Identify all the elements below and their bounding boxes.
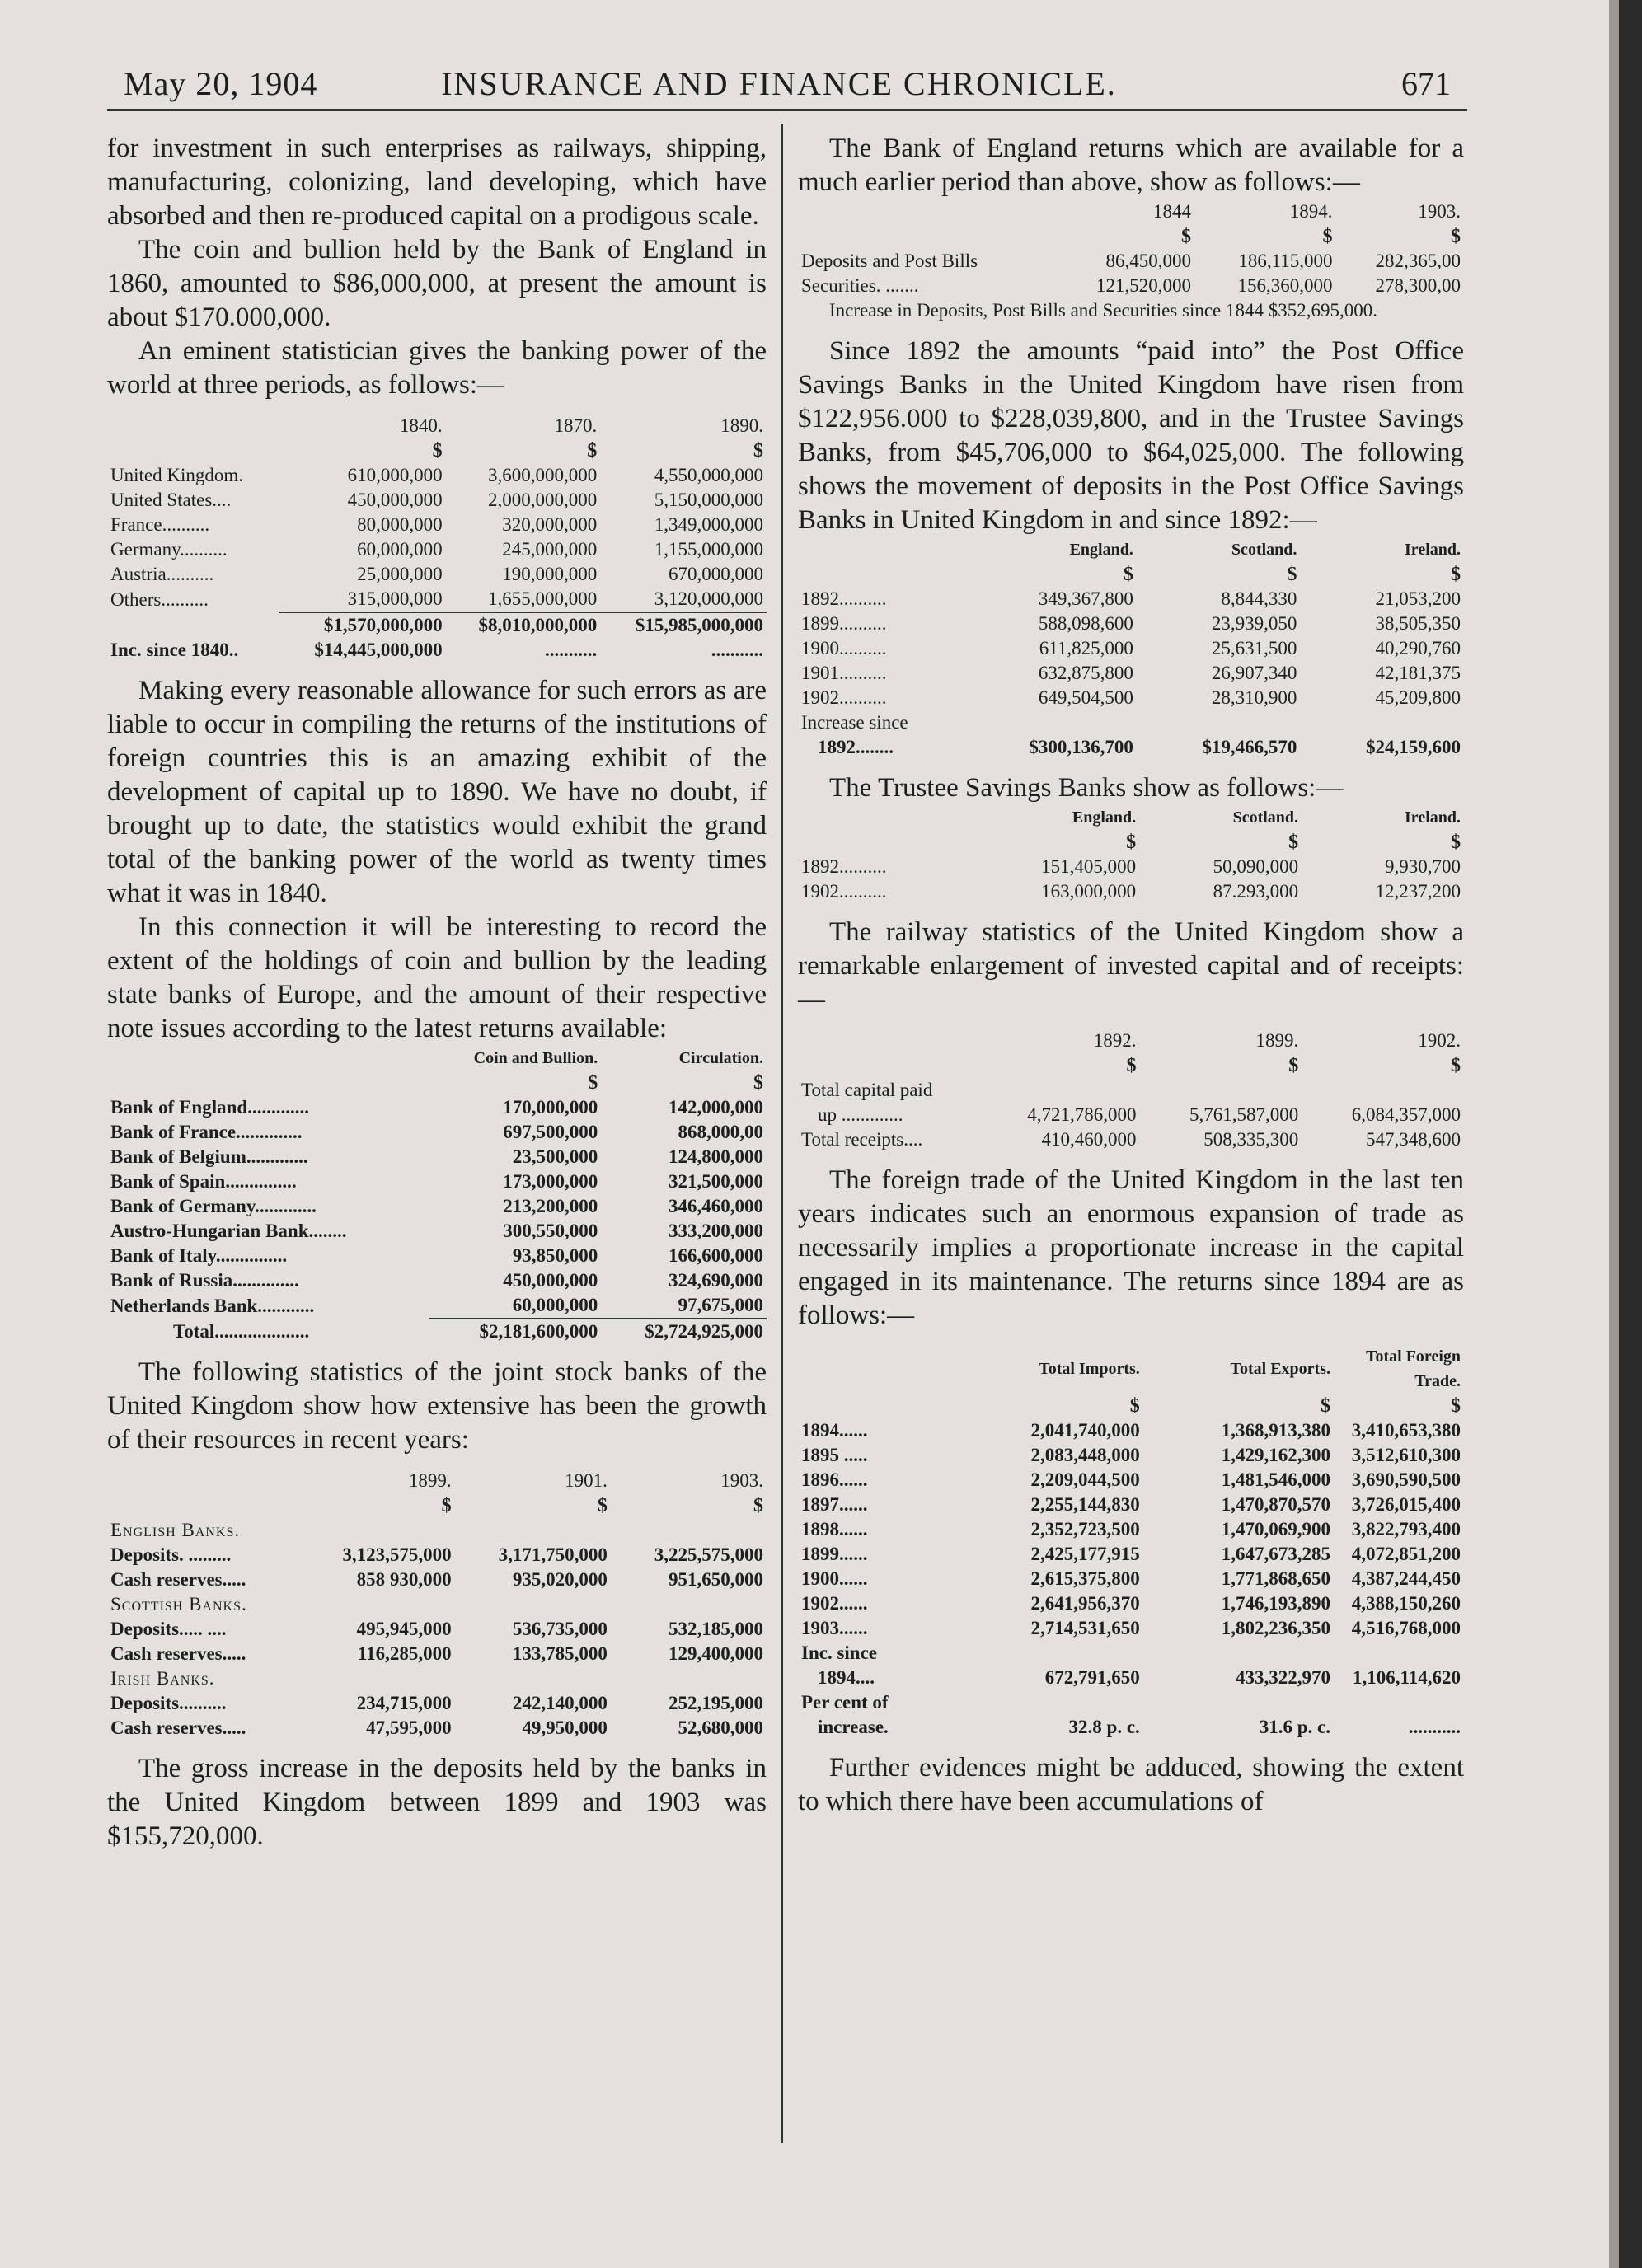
dollar-sign: $ bbox=[432, 440, 443, 462]
cell: 80,000,000 bbox=[357, 514, 443, 535]
cell: 532,185,000 bbox=[669, 1619, 763, 1639]
row-label: Cash reserves..... bbox=[110, 1569, 246, 1590]
paragraph: The railway statistics of the United Kingdom show a remarkable enlargement of invested capital and of receipts:— bbox=[798, 917, 1464, 1015]
row-label: 1894...... bbox=[801, 1420, 868, 1441]
cell: 649,504,500 bbox=[1038, 687, 1133, 708]
cell: 282,365,00 bbox=[1375, 251, 1461, 271]
row-label: up ............. bbox=[818, 1104, 903, 1125]
cell: 1,802,236,350 bbox=[1221, 1618, 1330, 1638]
cell: 4,072,851,200 bbox=[1351, 1544, 1461, 1564]
row-label: Deposits..... .... bbox=[110, 1619, 227, 1639]
cell: 32.8 p. c. bbox=[1068, 1717, 1140, 1737]
cell: 50,090,000 bbox=[1213, 856, 1299, 877]
cell: 8,844,330 bbox=[1221, 588, 1297, 609]
cell: 450,000,000 bbox=[503, 1270, 598, 1291]
row-label: 1902.......... bbox=[801, 687, 887, 708]
paragraph: The Bank of England returns which are available for a much earlier period than above, show as follows:— bbox=[798, 134, 1464, 197]
row-label: Total.................... bbox=[173, 1320, 310, 1342]
cell: 5,761,587,000 bbox=[1189, 1104, 1299, 1125]
dollar-sign: $ bbox=[1129, 1395, 1140, 1417]
cell: 242,140,000 bbox=[512, 1693, 608, 1713]
cell: ........... bbox=[711, 640, 763, 660]
cell: 38,505,350 bbox=[1375, 613, 1461, 634]
col-header: England. bbox=[1072, 808, 1137, 827]
row-label: Bank of Russia.............. bbox=[110, 1270, 299, 1291]
cell: 26,907,340 bbox=[1211, 663, 1297, 683]
cell: 2,714,531,650 bbox=[1030, 1618, 1140, 1638]
cell: 2,000,000,000 bbox=[487, 490, 598, 510]
cell: 49,950,000 bbox=[522, 1717, 608, 1738]
col-header: Total Imports. bbox=[1039, 1360, 1140, 1378]
dollar-sign: $ bbox=[753, 1495, 763, 1516]
row-label: 1895 ..... bbox=[801, 1445, 868, 1465]
cell: 320,000,000 bbox=[502, 514, 598, 535]
right-column bbox=[798, 132, 1464, 1819]
cell: 632,875,800 bbox=[1038, 663, 1133, 683]
cell: 45,209,800 bbox=[1375, 687, 1461, 708]
left-column bbox=[107, 132, 767, 1853]
row-label: Bank of France.............. bbox=[110, 1122, 303, 1142]
row-label: Bank of England............. bbox=[110, 1097, 309, 1118]
col-header: 1903. bbox=[720, 1470, 763, 1491]
row-label: Austro-Hungarian Bank........ bbox=[110, 1221, 347, 1241]
row-label: 1897...... bbox=[801, 1494, 868, 1515]
paragraph: The following statistics of the joint stock banks of the United Kingdom show how extensive has been the growth of their resources in recent years: bbox=[107, 1357, 767, 1455]
row-label: Germany.......... bbox=[110, 539, 228, 560]
cell: 508,335,300 bbox=[1203, 1129, 1299, 1150]
row-label: 1900...... bbox=[801, 1568, 868, 1589]
cell: 52,680,000 bbox=[678, 1717, 763, 1738]
col-header: England. bbox=[1069, 541, 1133, 559]
cell: 28,310,900 bbox=[1211, 687, 1297, 708]
cell: 1,771,868,650 bbox=[1221, 1568, 1330, 1589]
paragraph: The gross increase in the deposits held by the banks in the United Kingdom between 1899 and 1903 was $155,720,000. bbox=[107, 1754, 767, 1851]
dollar-sign: $ bbox=[1321, 1395, 1330, 1417]
cell: 245,000,000 bbox=[502, 539, 598, 560]
page-edge bbox=[1619, 0, 1642, 2268]
cell: 3,123,575,000 bbox=[342, 1544, 452, 1565]
cell: 60,000,000 bbox=[357, 539, 443, 560]
cell: 42,181,375 bbox=[1375, 663, 1461, 683]
cell: 252,195,000 bbox=[669, 1693, 763, 1713]
cell: 2,209,044,500 bbox=[1030, 1469, 1140, 1490]
cell: 234,715,000 bbox=[356, 1693, 452, 1713]
paragraph: The Trustee Savings Banks show as follows:— bbox=[829, 773, 1344, 803]
cell: 4,388,150,260 bbox=[1351, 1593, 1461, 1614]
row-label: Others.......... bbox=[110, 588, 209, 610]
section-title: Irish Banks. bbox=[110, 1668, 215, 1689]
cell: 170,000,000 bbox=[503, 1097, 598, 1118]
dollar-sign: $ bbox=[1126, 1055, 1137, 1076]
paragraph: In this connection it will be interesting to record the extent of the holdings of coin and bullion by the leading state banks of Europe, and the amount of their respective note issues according to the latest returns available: bbox=[107, 912, 767, 1043]
page-header bbox=[107, 64, 1451, 114]
paragraph: for investment in such enterprises as railways, shipping, manufacturing, colonizing, land developing, which have absorbed and then re-produced capital on a prodigous scale. bbox=[107, 134, 767, 231]
col-header: Scotland. bbox=[1232, 808, 1299, 827]
header-date: May 20, 1904 bbox=[124, 65, 318, 102]
cell: 173,000,000 bbox=[503, 1171, 598, 1192]
cell: 4,550,000,000 bbox=[654, 465, 763, 485]
dollar-sign: $ bbox=[1451, 1395, 1461, 1417]
col-header: 1894. bbox=[1289, 201, 1333, 222]
cell: 3,822,793,400 bbox=[1351, 1519, 1461, 1539]
dollar-sign: $ bbox=[753, 440, 763, 462]
col-header: 1902. bbox=[1418, 1030, 1461, 1051]
col-header: 1840. bbox=[399, 415, 443, 436]
section-title: English Banks. bbox=[110, 1520, 241, 1540]
dollar-sign: $ bbox=[597, 1495, 608, 1516]
row-label: Cash reserves..... bbox=[110, 1717, 246, 1738]
column-divider bbox=[781, 124, 783, 2143]
row-label: Total receipts.... bbox=[801, 1129, 923, 1150]
cell: 25,000,000 bbox=[357, 564, 443, 584]
col-header: 1890. bbox=[720, 415, 763, 436]
cell: 4,516,768,000 bbox=[1351, 1618, 1461, 1638]
cell: 1,746,193,890 bbox=[1221, 1593, 1330, 1614]
cell: 47,595,000 bbox=[366, 1717, 452, 1738]
cell: 60,000,000 bbox=[512, 1295, 598, 1315]
total-cell: $2,181,600,000 bbox=[429, 1319, 602, 1344]
cell: 3,600,000,000 bbox=[487, 465, 598, 485]
row-label: increase. bbox=[818, 1717, 889, 1737]
cell: 1,155,000,000 bbox=[654, 539, 763, 560]
row-label: Deposits. ......... bbox=[110, 1544, 232, 1565]
cell: 3,726,015,400 bbox=[1351, 1494, 1461, 1515]
bank-of-england-table bbox=[798, 199, 1464, 298]
row-label: Inc. since bbox=[801, 1642, 877, 1663]
col-header: 1903. bbox=[1418, 201, 1461, 222]
cell: 2,083,448,000 bbox=[1030, 1445, 1140, 1465]
dollar-sign: $ bbox=[1451, 564, 1461, 585]
row-label: 1892.......... bbox=[801, 856, 887, 877]
row-label: France.......... bbox=[110, 514, 210, 535]
dollar-sign: $ bbox=[1451, 832, 1461, 853]
joint-stock-banks-table bbox=[107, 1469, 767, 1741]
row-label: 1902.......... bbox=[801, 881, 887, 902]
total-cell: $1,570,000,000 bbox=[279, 612, 446, 638]
col-header: Total Exports. bbox=[1230, 1360, 1330, 1378]
col-header: Scotland. bbox=[1231, 541, 1297, 559]
dollar-sign: $ bbox=[1322, 226, 1333, 247]
row-label: 1903...... bbox=[801, 1618, 868, 1638]
cell: 697,500,000 bbox=[503, 1122, 598, 1142]
paragraph: Further evidences might be adduced, showing the extent to which there have been accumulations of bbox=[798, 1753, 1464, 1816]
cell: 23,939,050 bbox=[1211, 613, 1297, 634]
cell: 858 930,000 bbox=[356, 1569, 452, 1590]
dollar-sign: $ bbox=[588, 1072, 598, 1094]
cell: 1,481,546,000 bbox=[1221, 1469, 1330, 1490]
cell: 5,150,000,000 bbox=[654, 490, 763, 510]
dollar-sign: $ bbox=[1126, 832, 1137, 853]
col-header: Coin and Bullion. bbox=[473, 1049, 598, 1067]
cell: 3,690,590,500 bbox=[1351, 1469, 1461, 1490]
row-label: 1892.......... bbox=[801, 588, 887, 609]
cell: 1,470,870,570 bbox=[1221, 1494, 1330, 1515]
cell: 87.293,000 bbox=[1213, 881, 1299, 902]
cell: 166,600,000 bbox=[669, 1245, 763, 1266]
cell: 151,405,000 bbox=[1041, 856, 1137, 877]
row-label: 1901.......... bbox=[801, 663, 887, 683]
cell: 9,930,700 bbox=[1385, 856, 1461, 877]
cell: 40,290,760 bbox=[1375, 638, 1461, 658]
row-label: 1899...... bbox=[801, 1544, 868, 1564]
cell: ........... bbox=[1408, 1717, 1461, 1737]
dollar-sign: $ bbox=[753, 1072, 763, 1094]
total-cell: $15,985,000,000 bbox=[600, 612, 767, 638]
banking-power-table bbox=[107, 414, 767, 663]
cell: 333,200,000 bbox=[669, 1221, 763, 1241]
total-cell: $2,724,925,000 bbox=[601, 1319, 767, 1344]
row-label: 1899.......... bbox=[801, 613, 887, 634]
col-header: Total Foreign Trade. bbox=[1365, 1347, 1461, 1390]
row-label: Deposits and Post Bills bbox=[801, 251, 978, 271]
cell: 1,368,913,380 bbox=[1221, 1420, 1330, 1441]
state-banks-table bbox=[107, 1046, 767, 1344]
cell: 1,349,000,000 bbox=[654, 514, 763, 535]
paragraph: Making every reasonable allowance for such errors as are liable to occur in compiling the returns of the institutions of foreign countries this is an amazing exhibit of the development of capital up to 1890. We have no doubt, if brought up to date, the statistics would exhibit the grand total of the banking power of the world as twenty times what it was in 1840. bbox=[107, 676, 767, 908]
dollar-sign: $ bbox=[1288, 832, 1299, 853]
dollar-sign: $ bbox=[1288, 1055, 1299, 1076]
cell: 124,800,000 bbox=[669, 1146, 763, 1167]
header-rule bbox=[107, 109, 1467, 111]
cell: 12,237,200 bbox=[1375, 881, 1461, 902]
table-note: Increase in Deposits, Post Bills and Securities since 1844 $352,695,000. bbox=[829, 300, 1378, 321]
cell: 186,115,000 bbox=[1238, 251, 1333, 271]
row-label: Austria.......... bbox=[110, 564, 214, 584]
cell: 1,655,000,000 bbox=[487, 588, 598, 609]
col-header: Ireland. bbox=[1405, 541, 1461, 559]
cell: 4,721,786,000 bbox=[1027, 1104, 1137, 1125]
row-label: Bank of Belgium............. bbox=[110, 1146, 308, 1167]
row-label: United Kingdom. bbox=[110, 465, 243, 485]
cell: 3,512,610,300 bbox=[1351, 1445, 1461, 1465]
row-label: Cash reserves..... bbox=[110, 1643, 246, 1664]
cell: 133,785,000 bbox=[512, 1643, 608, 1664]
col-header: 1899. bbox=[408, 1470, 452, 1491]
cell: 97,675,000 bbox=[678, 1295, 763, 1315]
cell: 349,367,800 bbox=[1038, 588, 1133, 609]
cell: 21,053,200 bbox=[1375, 588, 1461, 609]
cell: 495,945,000 bbox=[356, 1619, 452, 1639]
row-label: 1892........ bbox=[818, 737, 894, 757]
cell: 278,300,00 bbox=[1375, 275, 1461, 296]
cell: 450,000,000 bbox=[347, 490, 443, 510]
cell: 1,429,162,300 bbox=[1221, 1445, 1330, 1465]
row-label: Bank of Italy............... bbox=[110, 1245, 288, 1266]
cell: 3,410,653,380 bbox=[1351, 1420, 1461, 1441]
cell: 868,000,00 bbox=[678, 1122, 763, 1142]
cell: 23,500,000 bbox=[512, 1146, 598, 1167]
railway-table bbox=[798, 1029, 1464, 1152]
cell: 156,360,000 bbox=[1237, 275, 1333, 296]
cell: 116,285,000 bbox=[357, 1643, 452, 1664]
cell: 142,000,000 bbox=[669, 1097, 763, 1118]
cell: 410,460,000 bbox=[1041, 1129, 1137, 1150]
col-header: 1892. bbox=[1093, 1030, 1137, 1051]
cell: 86,450,000 bbox=[1105, 251, 1192, 271]
dollar-sign: $ bbox=[1451, 1055, 1461, 1076]
cell: 935,020,000 bbox=[512, 1569, 608, 1590]
row-label: Increase since bbox=[801, 712, 908, 733]
col-header: 1901. bbox=[565, 1470, 608, 1491]
cell: 433,322,970 bbox=[1236, 1667, 1330, 1688]
row-label: Bank of Spain............... bbox=[110, 1171, 297, 1192]
row-label: Per cent of bbox=[801, 1692, 889, 1713]
cell: 163,000,000 bbox=[1041, 881, 1137, 902]
row-label: Netherlands Bank............ bbox=[110, 1295, 315, 1316]
total-cell: $8,010,000,000 bbox=[446, 612, 601, 638]
page-edge-shadow bbox=[1609, 0, 1619, 2268]
row-label: Total capital paid bbox=[801, 1080, 933, 1100]
cell: 190,000,000 bbox=[502, 564, 598, 584]
row-label: 1900.......... bbox=[801, 638, 887, 658]
col-header: 1844 bbox=[1153, 201, 1192, 222]
cell: 672,791,650 bbox=[1044, 1667, 1140, 1688]
dollar-sign: $ bbox=[1123, 564, 1133, 585]
cell: 610,000,000 bbox=[347, 465, 443, 485]
header-title: INSURANCE AND FINANCE CHRONICLE. bbox=[441, 65, 1117, 102]
cell: 4,387,244,450 bbox=[1351, 1568, 1461, 1589]
col-header: Circulation. bbox=[678, 1049, 763, 1067]
trustee-savings-table bbox=[798, 805, 1464, 904]
page-number: 671 bbox=[1401, 65, 1451, 102]
section-title: Scottish Banks. bbox=[110, 1594, 247, 1614]
cell: $300,136,700 bbox=[1029, 737, 1133, 757]
paragraph: The foreign trade of the United Kingdom in the last ten years indicates such an enormous expansion of trade as necessarily implies a proportionate increase in the capital engaged in its maintenance. The returns since 1894 are as follows:— bbox=[798, 1165, 1464, 1330]
paragraph: The coin and bullion held by the Bank of England in 1860, amounted to $86,000,000, at present the amount is about $170.000,000. bbox=[107, 235, 767, 332]
cell: 2,615,375,800 bbox=[1030, 1568, 1140, 1589]
col-header: 1870. bbox=[554, 415, 598, 436]
cell: $24,159,600 bbox=[1366, 737, 1461, 757]
foreign-trade-table bbox=[798, 1344, 1464, 1740]
cell: 1,470,069,900 bbox=[1221, 1519, 1330, 1539]
cell: 2,041,740,000 bbox=[1030, 1420, 1140, 1441]
dollar-sign: $ bbox=[441, 1495, 452, 1516]
paragraph: Since 1892 the amounts “paid into” the Post Office Savings Banks in the United Kingdom have risen from $122,956.000 to $228,039,800, and in the Trustee Savings Banks, from $45,706,000 to $64,025,000. The following shows the movement of deposits in the Post Office Savings Banks in United Kingdom in and since 1892:— bbox=[798, 336, 1464, 535]
cell: 611,825,000 bbox=[1039, 638, 1133, 658]
cell: 2,352,723,500 bbox=[1030, 1519, 1140, 1539]
cell: 547,348,600 bbox=[1366, 1129, 1461, 1150]
dollar-sign: $ bbox=[1451, 226, 1461, 247]
row-label: United States.... bbox=[110, 490, 232, 510]
cell: 1,106,114,620 bbox=[1353, 1667, 1461, 1688]
row-label: Deposits.......... bbox=[110, 1693, 227, 1713]
dollar-sign: $ bbox=[1287, 564, 1297, 585]
cell: 2,425,177,915 bbox=[1030, 1544, 1140, 1564]
cell: 951,650,000 bbox=[669, 1569, 763, 1590]
paragraph: An eminent statistician gives the banking power of the world at three periods, as follows:— bbox=[107, 336, 767, 400]
cell: $19,466,570 bbox=[1202, 737, 1297, 757]
cell: 588,098,600 bbox=[1038, 613, 1133, 634]
col-header: 1899. bbox=[1255, 1030, 1299, 1051]
cell: 324,690,000 bbox=[669, 1270, 763, 1291]
cell: 31.6 p. c. bbox=[1259, 1717, 1330, 1737]
cell: 300,550,000 bbox=[503, 1221, 598, 1241]
cell: 670,000,000 bbox=[669, 564, 763, 584]
row-label: 1894.... bbox=[818, 1667, 875, 1688]
cell: 3,120,000,000 bbox=[654, 588, 763, 609]
cell: 3,171,750,000 bbox=[498, 1544, 608, 1565]
dollar-sign: $ bbox=[587, 440, 598, 462]
row-label: Securities. ....... bbox=[801, 275, 919, 296]
cell: 25,631,500 bbox=[1211, 638, 1297, 658]
dollar-sign: $ bbox=[1181, 226, 1192, 247]
cell: 6,084,357,000 bbox=[1351, 1104, 1461, 1125]
cell: 3,225,575,000 bbox=[654, 1544, 763, 1565]
cell: ........... bbox=[544, 640, 598, 660]
cell: 121,520,000 bbox=[1096, 275, 1192, 296]
cell: 321,500,000 bbox=[669, 1171, 763, 1192]
row-label: Bank of Germany............. bbox=[110, 1196, 317, 1216]
cell: 213,200,000 bbox=[503, 1196, 598, 1216]
row-label: Inc. since 1840.. bbox=[110, 640, 239, 660]
cell: 2,255,144,830 bbox=[1030, 1494, 1140, 1515]
row-label: 1896...... bbox=[801, 1469, 868, 1490]
cell: 346,460,000 bbox=[669, 1196, 763, 1216]
cell: 93,850,000 bbox=[512, 1245, 598, 1266]
cell: 536,735,000 bbox=[512, 1619, 608, 1639]
col-header: Ireland. bbox=[1405, 808, 1461, 827]
cell: 315,000,000 bbox=[347, 588, 443, 609]
cell: 1,647,673,285 bbox=[1221, 1544, 1330, 1564]
row-label: 1902...... bbox=[801, 1593, 868, 1614]
cell: 2,641,956,370 bbox=[1030, 1593, 1140, 1614]
row-label: 1898...... bbox=[801, 1519, 868, 1539]
post-office-savings-table bbox=[798, 537, 1464, 760]
cell: $14,445,000,000 bbox=[314, 640, 443, 660]
cell: 129,400,000 bbox=[669, 1643, 763, 1664]
